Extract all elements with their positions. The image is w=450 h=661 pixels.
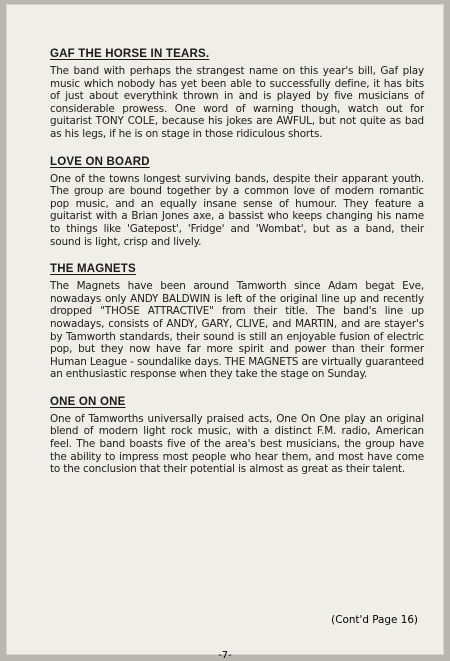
section-title: ONE ON ONE [50, 395, 126, 408]
section-body: One of the towns longest surviving bands, despite their apparant youth. The group are bound together by a common love of modern romantic pop music, and an equally insane sense of humour. They feature a guitarist with a Brian Jones axe, a bassist who keeps changing his name to things like 'Gatepost', 'Fridge' and 'Wombat', but as a band, their sound is light, crisp and lively. [50, 172, 424, 248]
section-love-on-board [50, 156, 424, 249]
page-number: -7- [218, 650, 232, 661]
section-title: LOVE ON BOARD [50, 155, 150, 168]
section-gaf-the-horse [50, 48, 424, 141]
continued-note: (Cont'd Page 16) [331, 614, 418, 626]
section-title: THE MAGNETS [50, 263, 136, 276]
section-body: The Magnets have been around Tamworth since Adam begat Eve, nowadays only ANDY BALDWIN is left of the original line up and recently dropped "THOSE ATTRACTIVE" from their title. The band's line up nowadays, consists of ANDY, GARY, CLIVE, and MARTIN, and are stayer's by Tamworth standards, their sound is still an enjoyable fusion of electric pop, but they now have far more spirit and power than their former Human League - soundalike days. THE MAGNETS are virtually guaranteed an enthusiastic response when they take the stage on Sunday. [50, 280, 424, 381]
section-title: GAF THE HORSE IN TEARS. [50, 48, 210, 60]
page-content [50, 48, 424, 491]
section-the-magnets [50, 263, 424, 381]
section-one-on-one [50, 396, 424, 476]
booklet-page [6, 4, 444, 661]
section-body: One of Tamworths universally praised acts, One On One play an original blend of modern light rock music, with a distinct F.M. radio, American feel. The band boasts five of the area's best musicians, the group have the ability to impress most people who hear them, and most have come to the conclusion that their potential is almost as great as their talent. [50, 412, 424, 476]
section-body: The band with perhaps the strangest name on this year's bill, Gaf play music which nobody has yet been able to successfully define, it has bits of just about everythink thrown in and is played by five musicians of considerable prowess. One word of warning though, watch out for guitarist TONY COLE, because his jokes are AWFUL, but not quite as bad as his legs, if he is on stage in those ridiculous shorts. [50, 65, 424, 140]
